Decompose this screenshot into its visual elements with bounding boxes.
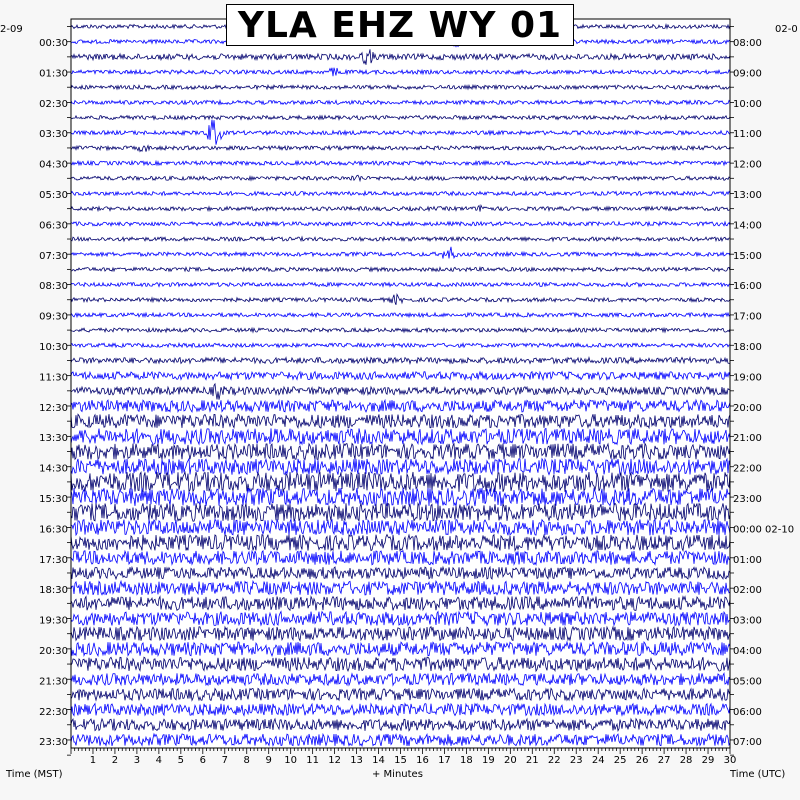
x-tick-label: 21 — [525, 755, 539, 766]
left-time-label: 05:30 — [39, 190, 68, 201]
x-tick-label: 23 — [569, 755, 583, 766]
right-time-label: 11:00 — [733, 129, 762, 141]
left-time-label: 18:30 — [39, 585, 68, 597]
x-tick-label: 13 — [350, 755, 363, 766]
right-time-label: 14:00 — [733, 220, 762, 232]
left-time-label: 06:30 — [39, 220, 68, 232]
x-tick-label: 5 — [177, 755, 185, 766]
right-time-label: 12:00 — [733, 159, 762, 171]
x-tick-label: 19 — [481, 755, 495, 766]
x-tick-label: 16 — [416, 755, 429, 766]
left-time-label: 14:30 — [39, 463, 68, 475]
left-time-label: 21:30 — [39, 676, 68, 688]
x-tick-label: 2 — [111, 755, 119, 766]
x-axis-label: + Minutes — [372, 769, 423, 780]
left-time-label: 00:30 — [39, 38, 68, 49]
x-tick-label: 10 — [284, 755, 298, 766]
right-time-label: 05:00 — [733, 676, 762, 688]
x-tick-label: 9 — [265, 755, 272, 766]
left-time-label: 15:30 — [39, 494, 68, 505]
left-time-label: 20:30 — [39, 646, 68, 657]
x-tick-label: 15 — [394, 755, 407, 766]
right-time-label: 22:00 — [733, 463, 762, 475]
y-axis-label-left: Time (MST) — [6, 769, 63, 780]
y-axis-label-right: Time (UTC) — [730, 769, 786, 780]
x-tick-label: 11 — [306, 755, 320, 766]
x-tick-label: 25 — [613, 755, 627, 766]
x-tick-label: 3 — [133, 755, 141, 766]
left-time-label: 01:30 — [39, 68, 68, 80]
x-tick-label: 24 — [591, 755, 605, 766]
right-time-label: 13:00 — [733, 190, 762, 201]
left-time-label: 13:30 — [39, 433, 68, 445]
x-tick-label: 26 — [635, 755, 649, 766]
left-time-label: 22:30 — [39, 706, 68, 718]
x-tick-label: 14 — [372, 755, 385, 766]
right-time-label: 01:00 — [733, 554, 762, 566]
left-time-label: 12:30 — [39, 402, 68, 414]
x-tick-label: 8 — [243, 755, 250, 766]
left-time-label: 17:30 — [39, 554, 68, 566]
x-tick-label: 6 — [199, 755, 206, 766]
x-tick-label: 18 — [460, 755, 473, 766]
right-time-label: 17:00 — [733, 311, 762, 323]
x-tick-label: 7 — [221, 755, 228, 766]
left-time-label: 16:30 — [39, 524, 68, 536]
x-tick-label: 29 — [701, 755, 715, 766]
right-time-label: 07:00 — [733, 737, 762, 749]
right-time-label: 23:00 — [733, 494, 762, 505]
left-time-label: 19:30 — [39, 615, 68, 627]
left-time-label: 04:30 — [39, 159, 68, 171]
right-time-label: 09:00 — [733, 68, 762, 80]
right-time-label: 21:00 — [733, 433, 762, 445]
right-time-label: 06:00 — [733, 706, 762, 718]
x-tick-label: 22 — [547, 755, 561, 766]
left-time-label: 02:30 — [39, 98, 68, 110]
right-time-label: 04:00 — [733, 646, 762, 657]
right-time-label: 10:00 — [733, 98, 762, 110]
right-time-label: 16:00 — [733, 281, 762, 293]
left-time-label: 08:30 — [39, 281, 68, 293]
chart-title: YLA EHZ WY 01 — [237, 4, 563, 46]
right-time-label: 02:00 — [733, 585, 762, 597]
chart-title-box — [226, 4, 574, 46]
x-tick-label: 30 — [723, 755, 737, 766]
left-time-label: 10:30 — [39, 342, 68, 353]
x-tick-label: 28 — [679, 755, 693, 766]
x-tick-label: 4 — [155, 755, 163, 766]
date-left: 2-09 — [0, 24, 23, 35]
left-time-label: 03:30 — [39, 129, 68, 141]
right-time-label: 08:00 — [733, 38, 762, 49]
x-tick-label: 1 — [89, 755, 97, 766]
right-time-label: 00:00 02-10 — [733, 524, 795, 536]
right-time-label: 19:00 — [733, 372, 762, 384]
x-tick-label: 12 — [328, 755, 341, 766]
x-tick-label: 20 — [503, 755, 517, 766]
date-right: 02-0 — [775, 24, 798, 35]
right-time-label: 15:00 — [733, 250, 762, 262]
right-time-label: 03:00 — [733, 615, 762, 627]
right-time-label: 18:00 — [733, 342, 762, 353]
x-tick-label: 17 — [438, 755, 451, 766]
left-time-label: 11:30 — [39, 372, 68, 384]
left-time-label: 09:30 — [39, 311, 68, 323]
left-time-label: 07:30 — [39, 250, 68, 262]
x-tick-label: 27 — [657, 755, 671, 766]
right-time-label: 20:00 — [733, 402, 762, 414]
left-time-label: 23:30 — [39, 737, 68, 749]
